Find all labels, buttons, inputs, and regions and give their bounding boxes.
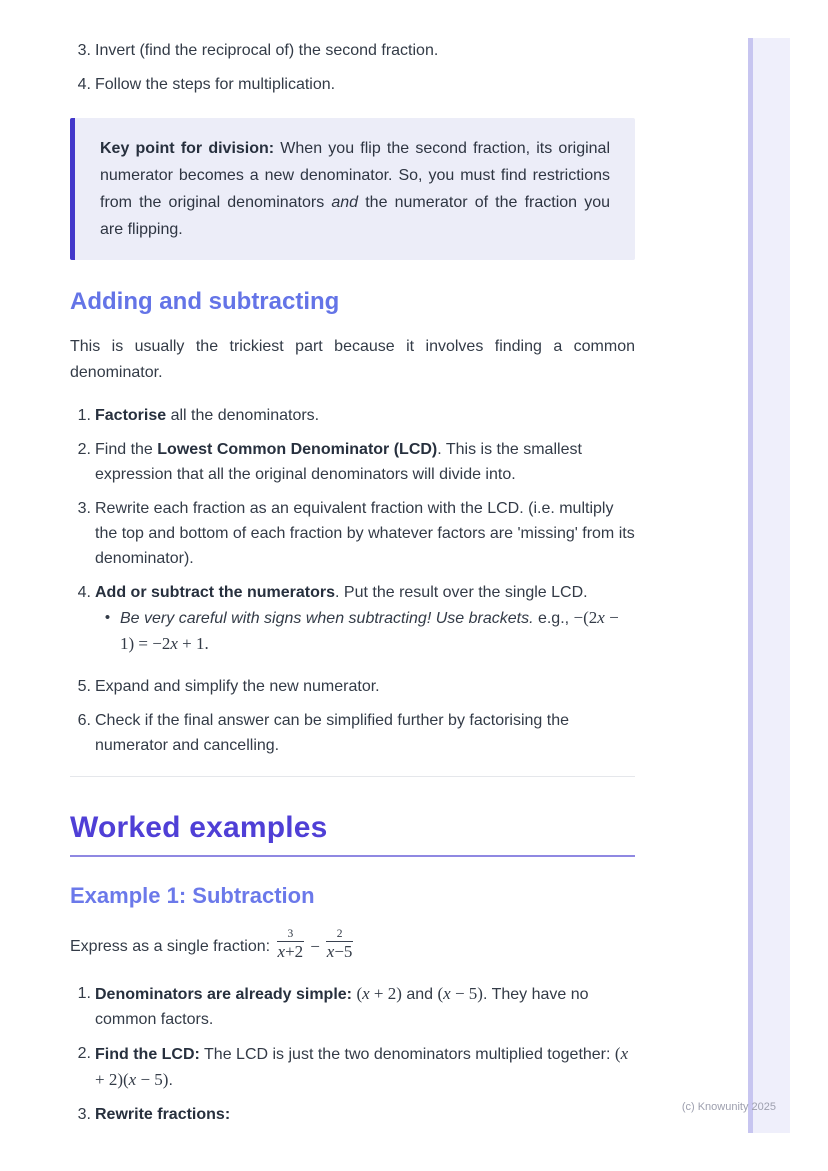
list-item-text [95,580,635,665]
bold-run: Lowest Common Denominator (LCD) [157,441,438,458]
bold-run: Find the LCD: [95,1045,200,1063]
list-number: 2. [77,441,91,458]
inline-math: −(2x − 1) = −2x + 1. [120,608,619,653]
example1-steps-list [70,981,635,1127]
warning-sub-list [95,605,635,657]
list-number: 4. [77,76,91,93]
list-number: 1. [77,984,91,1002]
list-item [70,708,635,758]
list-number: 6. [77,712,91,729]
list-item-text [95,437,635,487]
sub-list-item [95,605,635,657]
callout-body-2: the numerator of the fraction you are flipping. [100,194,610,238]
copyright-watermark: (c) Knowunity 2025 [681,1101,776,1113]
list-number: 1. [77,407,91,424]
list-number: 2. [77,1044,91,1062]
list-number: 3. [77,42,91,59]
list-item-text: Expand and simplify the new numerator. [95,678,380,695]
multiplication-steps-list [70,38,635,97]
key-point-callout [70,118,635,260]
text-run: . They have no common factors. [95,985,589,1028]
document-content [70,38,635,1127]
list-number: 5. [77,678,91,695]
inline-math: (x − 5) [437,983,483,1003]
list-number: 4. [77,584,91,601]
list-number: 3. [77,1105,91,1123]
callout-lead-bold: Key point for division: [100,140,275,157]
text-run: and [401,985,438,1003]
example1-problem [70,930,635,964]
section-intro-paragraph: This is usually the trickiest part because it involves finding a common denominator. [70,338,635,381]
text-run: . This is the smallest expression that all the original denominators will divide into. [95,441,582,483]
text-run: Express as a single fraction: [70,938,275,956]
list-item-text [95,1041,635,1093]
text-run: . [168,1071,173,1089]
bold-run: Rewrite fractions: [95,1105,231,1123]
text-run: . Put the result over the single LCD. [335,584,588,601]
list-item-text [95,981,635,1032]
sub-list-text [120,605,635,657]
list-number: 3. [77,500,91,517]
fraction-denominator: x−5 [326,942,353,962]
list-item [70,580,635,665]
text-run: The LCD is just the two denominators multiplied together: [199,1045,615,1063]
italic-run: Be very careful with signs when subtracting! Use brackets. [120,610,534,627]
inline-math: (x + 2) [356,983,402,1003]
fraction-2 [326,928,354,962]
list-item [70,1102,635,1127]
list-item-text: Rewrite each fraction as an equivalent fraction with the LCD. (i.e. multiply the top and bottom of each fraction by whatever factors are 'missing' from its denominator). [95,500,635,567]
callout-emphasis: and [331,194,359,211]
text-run: e.g., [533,610,574,627]
text-run: Find the [95,441,158,458]
example1-heading: Example 1: Subtraction [70,883,315,908]
inline-math: (x + 2)(x − 5) [95,1043,629,1089]
section-divider [70,776,635,777]
list-item [70,496,635,571]
list-item-text: Follow the steps for multiplication. [95,76,336,93]
list-item-text [95,1102,635,1127]
title-underline [70,855,635,857]
list-item [70,72,635,97]
list-item [70,403,635,428]
page-title-worked-examples: Worked examples [70,811,328,844]
callout-text [100,135,610,243]
bullet-dot: • [104,609,111,626]
list-item [70,38,635,63]
list-item [70,1041,635,1093]
list-item [70,674,635,699]
fraction-1 [277,928,305,962]
section-heading-adding-subtracting: Adding and subtracting [70,288,340,315]
list-item-text: Invert (find the reciprocal of) the second fraction. [95,42,439,59]
text-run: all the denominators. [166,407,320,424]
fraction-numerator: 2 [336,928,343,940]
fraction-numerator: 3 [287,928,294,940]
bold-run: Denominators are already simple: [95,985,352,1003]
callout-body-1: When you flip the second fraction, its original numerator becomes a new denominator. So, you must find restrictions from the original denominators [100,140,611,211]
list-item-text [95,403,635,428]
minus-operator: − [310,936,320,956]
list-item [70,437,635,487]
list-item-text: Check if the final answer can be simplified further by factorising the numerator and cancelling. [95,712,570,754]
list-item [70,981,635,1032]
bold-run: Add or subtract the numerators [95,584,336,601]
adding-steps-list [70,403,635,758]
next-page-edge-strip [748,38,790,1133]
fraction-denominator: x+2 [277,942,304,962]
bold-run: Factorise [95,407,167,424]
